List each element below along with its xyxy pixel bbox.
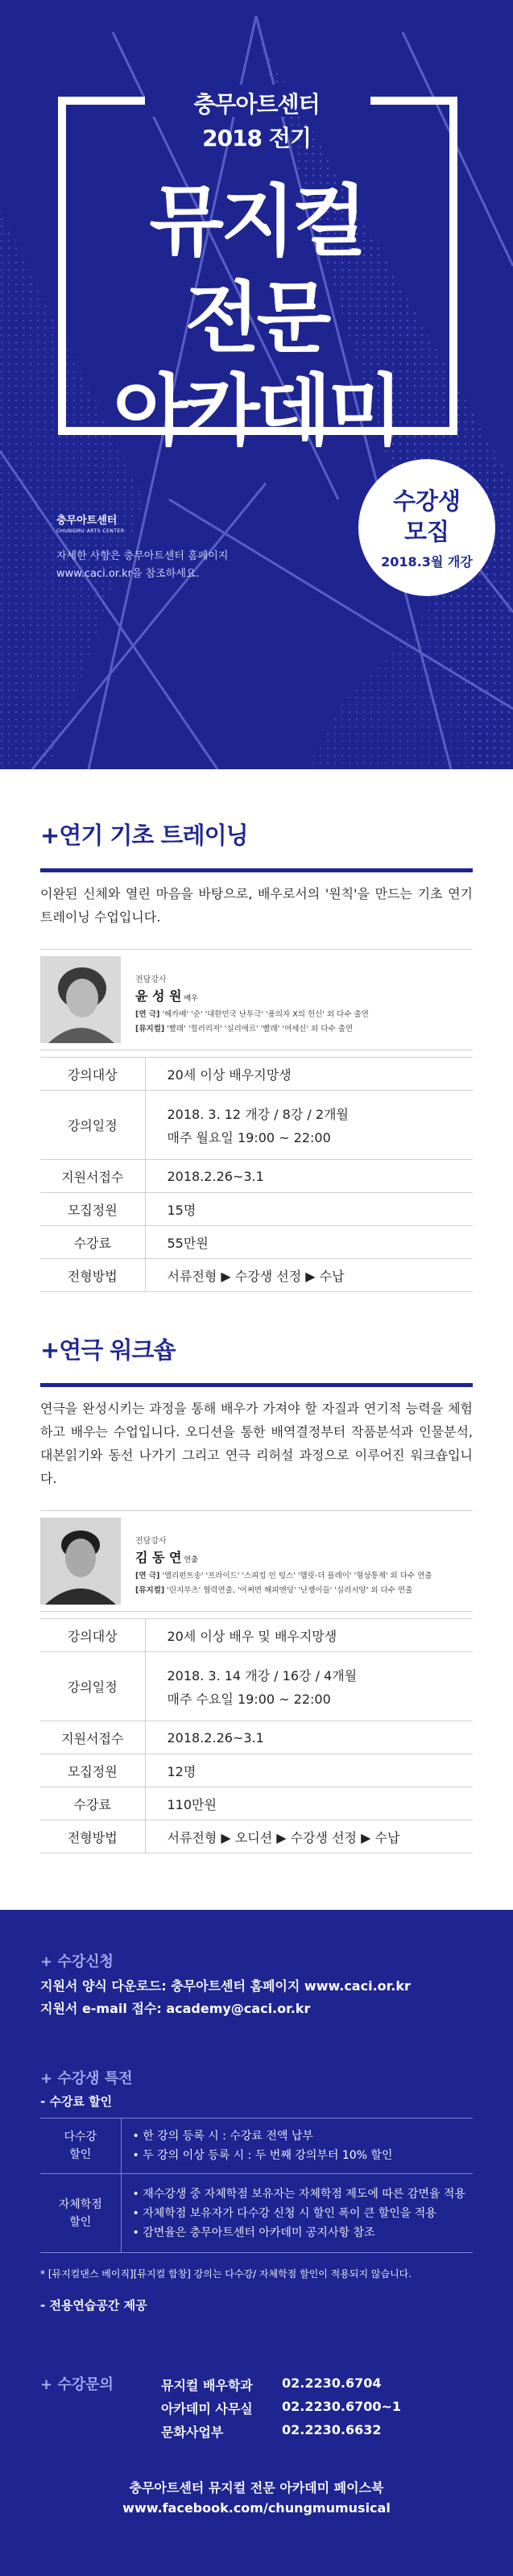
row-value bbox=[121, 2174, 473, 2253]
list-item: • 재수강생 중 자체학점 보유자는 자체학점 제도에 따른 감면율 적용 bbox=[132, 2187, 465, 2201]
row-label bbox=[40, 2174, 121, 2253]
lecturer-name-sub: 배우 bbox=[184, 995, 198, 1003]
table-row bbox=[40, 2118, 473, 2174]
benefit-practice-room: - 전용연습공간 제공 bbox=[40, 2298, 147, 2313]
hero-term: 2018 전기 bbox=[202, 125, 311, 151]
row-label-line-1: 자체학점 bbox=[58, 2197, 102, 2211]
list-item: • 감면율은 충무아트센터 아카데미 공지사항 참조 bbox=[132, 2226, 375, 2239]
table-row bbox=[40, 1820, 473, 1853]
row-value bbox=[121, 2118, 473, 2174]
lecturer-name-text: 김 동 연 bbox=[135, 1550, 182, 1565]
list-item: • 두 강의 이상 등록 시 : 두 번째 강의부터 10% 할인 bbox=[132, 2149, 393, 2162]
hero-note-line-1: 자세한 사항은 충무아트센터 홈페이지 bbox=[56, 550, 229, 562]
table-row bbox=[40, 2174, 473, 2253]
schedule-line-1: 2018. 3. 14 개강 / 16강 / 4개월 bbox=[167, 1667, 358, 1684]
badge-line-1: 수강생 bbox=[392, 487, 461, 515]
table-row bbox=[40, 1259, 473, 1292]
contact-label: 아카데미 사무실 bbox=[161, 2401, 253, 2417]
course-title: +연극 워크숍 bbox=[40, 1336, 176, 1364]
table-row bbox=[40, 1787, 473, 1820]
table-row bbox=[40, 1193, 473, 1226]
hero-organization: 충무아트센터 bbox=[193, 91, 320, 118]
badge-date: 2018.3월 개강 bbox=[381, 553, 473, 569]
row-value: 12명 bbox=[145, 1754, 473, 1787]
row-label: 수강료 bbox=[40, 1787, 145, 1820]
row-label bbox=[40, 2118, 121, 2174]
row-value bbox=[145, 1091, 473, 1160]
benefit-heading: + 수강생 특전 bbox=[40, 2070, 133, 2087]
lecturer-role: 전담강사 bbox=[135, 1537, 167, 1546]
row-value: 2018.2.26~3.1 bbox=[145, 1721, 473, 1754]
lecturer-info bbox=[135, 972, 369, 1033]
facebook-title: 충무아트센터 뮤지컬 전문 아카데미 페이스북 bbox=[129, 2480, 384, 2495]
hero-title-line-2: 전문 bbox=[184, 273, 329, 363]
row-label: 강의대상 bbox=[40, 1058, 145, 1091]
badge-line-2: 모집 bbox=[403, 517, 450, 545]
row-label: 강의대상 bbox=[40, 1619, 145, 1652]
schedule-line-2: 매주 수요일 19:00 ~ 22:00 bbox=[167, 1691, 331, 1707]
schedule-line-1: 2018. 3. 12 개강 / 8강 / 2개월 bbox=[167, 1106, 349, 1122]
lecturer-info bbox=[135, 1534, 432, 1595]
course-description: 연극을 완성시키는 과정을 통해 배우가 가져야 할 자질과 연기적 능력을 체험하고 배우는 수업입니다. 오디션을 통한 배역결정부터 작품분석과 인물분석, 대본읽기와 동선 나가기 그리고 연극 리허설 과정으로 이루어진 워크숍입니다. bbox=[40, 1401, 473, 1486]
row-value: 서류전형 ▶ 오디션 ▶ 수강생 선정 ▶ 수납 bbox=[145, 1820, 473, 1853]
facebook-link[interactable]: www.facebook.com/chungmumusical bbox=[122, 2500, 391, 2516]
contact-number[interactable]: 02.2230.6700~1 bbox=[282, 2399, 402, 2414]
lecturer-card bbox=[40, 1510, 473, 1612]
row-value: 서류전형 ▶ 수강생 선정 ▶ 수납 bbox=[145, 1259, 473, 1292]
contact-number[interactable]: 02.2230.6704 bbox=[282, 2375, 382, 2391]
row-label: 강의일정 bbox=[40, 1652, 145, 1721]
apply-email[interactable]: 지원서 e-mail 접수: academy@caci.or.kr bbox=[40, 2001, 311, 2016]
row-label: 지원서접수 bbox=[40, 1721, 145, 1754]
lecturer-credit-musical bbox=[135, 1584, 432, 1595]
course-title: +연기 기초 트레이닝 bbox=[40, 822, 248, 849]
benefit-discount-title: - 수강료 할인 bbox=[40, 2094, 113, 2109]
course-info-table bbox=[40, 1618, 473, 1853]
credit-label: [연 극] bbox=[135, 1010, 160, 1019]
discount-table bbox=[40, 2118, 473, 2253]
info-footer bbox=[0, 1910, 513, 2576]
table-row bbox=[40, 1619, 473, 1652]
course-theater-workshop bbox=[0, 1292, 513, 1910]
row-label-line-1: 다수강 bbox=[64, 2131, 97, 2143]
section-rule bbox=[40, 868, 473, 872]
course-info-table bbox=[40, 1057, 473, 1292]
contact-row bbox=[161, 2399, 402, 2417]
section-rule bbox=[40, 1383, 473, 1387]
lecturer-credit-theater bbox=[135, 1008, 369, 1019]
apply-heading: + 수강신청 bbox=[40, 1953, 114, 1970]
inquiry-heading: + 수강문의 bbox=[40, 2376, 114, 2393]
list-item: • 한 강의 등록 시 : 수강료 전액 납부 bbox=[132, 2130, 313, 2143]
row-label: 모집정원 bbox=[40, 1193, 145, 1226]
lecturer-name bbox=[135, 986, 369, 1004]
row-label-line-2: 할인 bbox=[69, 2215, 92, 2229]
schedule-line-2: 매주 월요일 19:00 ~ 22:00 bbox=[167, 1129, 331, 1145]
credit-text: '린지부츠' 협력연출, '어쩌면 해피엔딩' '난쟁이들' '실러시앙' 외 다수 연출 bbox=[167, 1586, 413, 1595]
lecturer-name-sub: 연출 bbox=[184, 1556, 198, 1564]
row-value bbox=[145, 1652, 473, 1721]
table-row bbox=[40, 1754, 473, 1787]
contact-label: 문화사업부 bbox=[161, 2425, 224, 2440]
center-logo bbox=[56, 511, 125, 534]
lecturer-name bbox=[135, 1547, 432, 1566]
table-row bbox=[40, 1226, 473, 1259]
credit-text: '엘리펀트송' '프라이드' '스피킹 인 텅스' '햄릿-더 플레이' '형상통제' 외 다수 연출 bbox=[162, 1572, 432, 1580]
table-row bbox=[40, 1160, 473, 1193]
row-label-line-2: 할인 bbox=[69, 2148, 92, 2161]
row-value: 2018.2.26~3.1 bbox=[145, 1160, 473, 1193]
credit-label: [뮤지컬] bbox=[135, 1025, 165, 1033]
hero-banner bbox=[0, 0, 513, 769]
lecturer-credit-musical bbox=[135, 1022, 369, 1033]
row-value: 110만원 bbox=[145, 1787, 473, 1820]
course-description: 이완된 신체와 열린 마음을 바탕으로, 배우로서의 '원칙'을 만드는 기초 연기 트레이닝 수업입니다. bbox=[40, 886, 473, 925]
row-value: 15명 bbox=[145, 1193, 473, 1226]
table-row bbox=[40, 1058, 473, 1091]
hero-note-line-2[interactable]: www.caci.or.kr을 참조하세요. bbox=[56, 568, 200, 580]
hero-note bbox=[56, 548, 228, 583]
lecturer-name-text: 윤 성 원 bbox=[135, 988, 182, 1004]
course-basic-acting bbox=[0, 769, 513, 1292]
row-label: 수강료 bbox=[40, 1226, 145, 1259]
recruit-badge bbox=[358, 459, 495, 596]
table-row bbox=[40, 1721, 473, 1754]
row-label: 전형방법 bbox=[40, 1259, 145, 1292]
row-value: 20세 이상 배우지망생 bbox=[145, 1058, 473, 1091]
contact-row bbox=[161, 2375, 382, 2394]
row-label: 강의일정 bbox=[40, 1091, 145, 1160]
apply-download[interactable]: 지원서 양식 다운로드: 충무아트센터 홈페이지 www.caci.or.kr bbox=[40, 1978, 411, 1994]
lecturer-photo bbox=[40, 956, 121, 1043]
contact-row bbox=[161, 2422, 382, 2441]
row-label: 모집정원 bbox=[40, 1754, 145, 1787]
lecturer-role: 전담강사 bbox=[135, 975, 167, 984]
list-item: • 자체학점 보유자가 다수강 신청 시 할인 폭이 큰 할인을 적용 bbox=[132, 2206, 436, 2220]
hero-title-line-1: 뮤지컬 bbox=[149, 176, 364, 267]
logo-korean: 충무아트센터 bbox=[56, 515, 118, 527]
credit-label: [뮤지컬] bbox=[135, 1586, 165, 1595]
row-label: 지원서접수 bbox=[40, 1160, 145, 1193]
row-value: 20세 이상 배우 및 배우지망생 bbox=[145, 1619, 473, 1652]
lecturer-photo bbox=[40, 1518, 121, 1605]
table-row bbox=[40, 1091, 473, 1160]
credit-text: '헤카베' '순' '대한민국 난투극' '용의자 X의 헌신' 외 다수 출연 bbox=[162, 1010, 369, 1019]
logo-english: CHUNGMU ARTS CENTER bbox=[56, 528, 125, 534]
credit-label: [연 극] bbox=[135, 1572, 160, 1580]
row-value: 55만원 bbox=[145, 1226, 473, 1259]
table-row bbox=[40, 1652, 473, 1721]
credit-text: '빨래' '힐러리저' '실리에르' '빨래' '여세신' 외 다수 출연 bbox=[167, 1025, 354, 1033]
hero-title-line-3: 아카데미 bbox=[114, 366, 399, 456]
contact-label: 뮤지컬 배우학과 bbox=[161, 2378, 253, 2393]
contact-number[interactable]: 02.2230.6632 bbox=[282, 2422, 382, 2437]
row-label: 전형방법 bbox=[40, 1820, 145, 1853]
lecturer-credit-theater bbox=[135, 1569, 432, 1580]
lecturer-card bbox=[40, 949, 473, 1050]
discount-note: * [뮤지컬댄스 베이직][뮤지컬 합창] 강의는 다수강/ 자체학점 할인이 적용되지 않습니다. bbox=[40, 2268, 412, 2280]
